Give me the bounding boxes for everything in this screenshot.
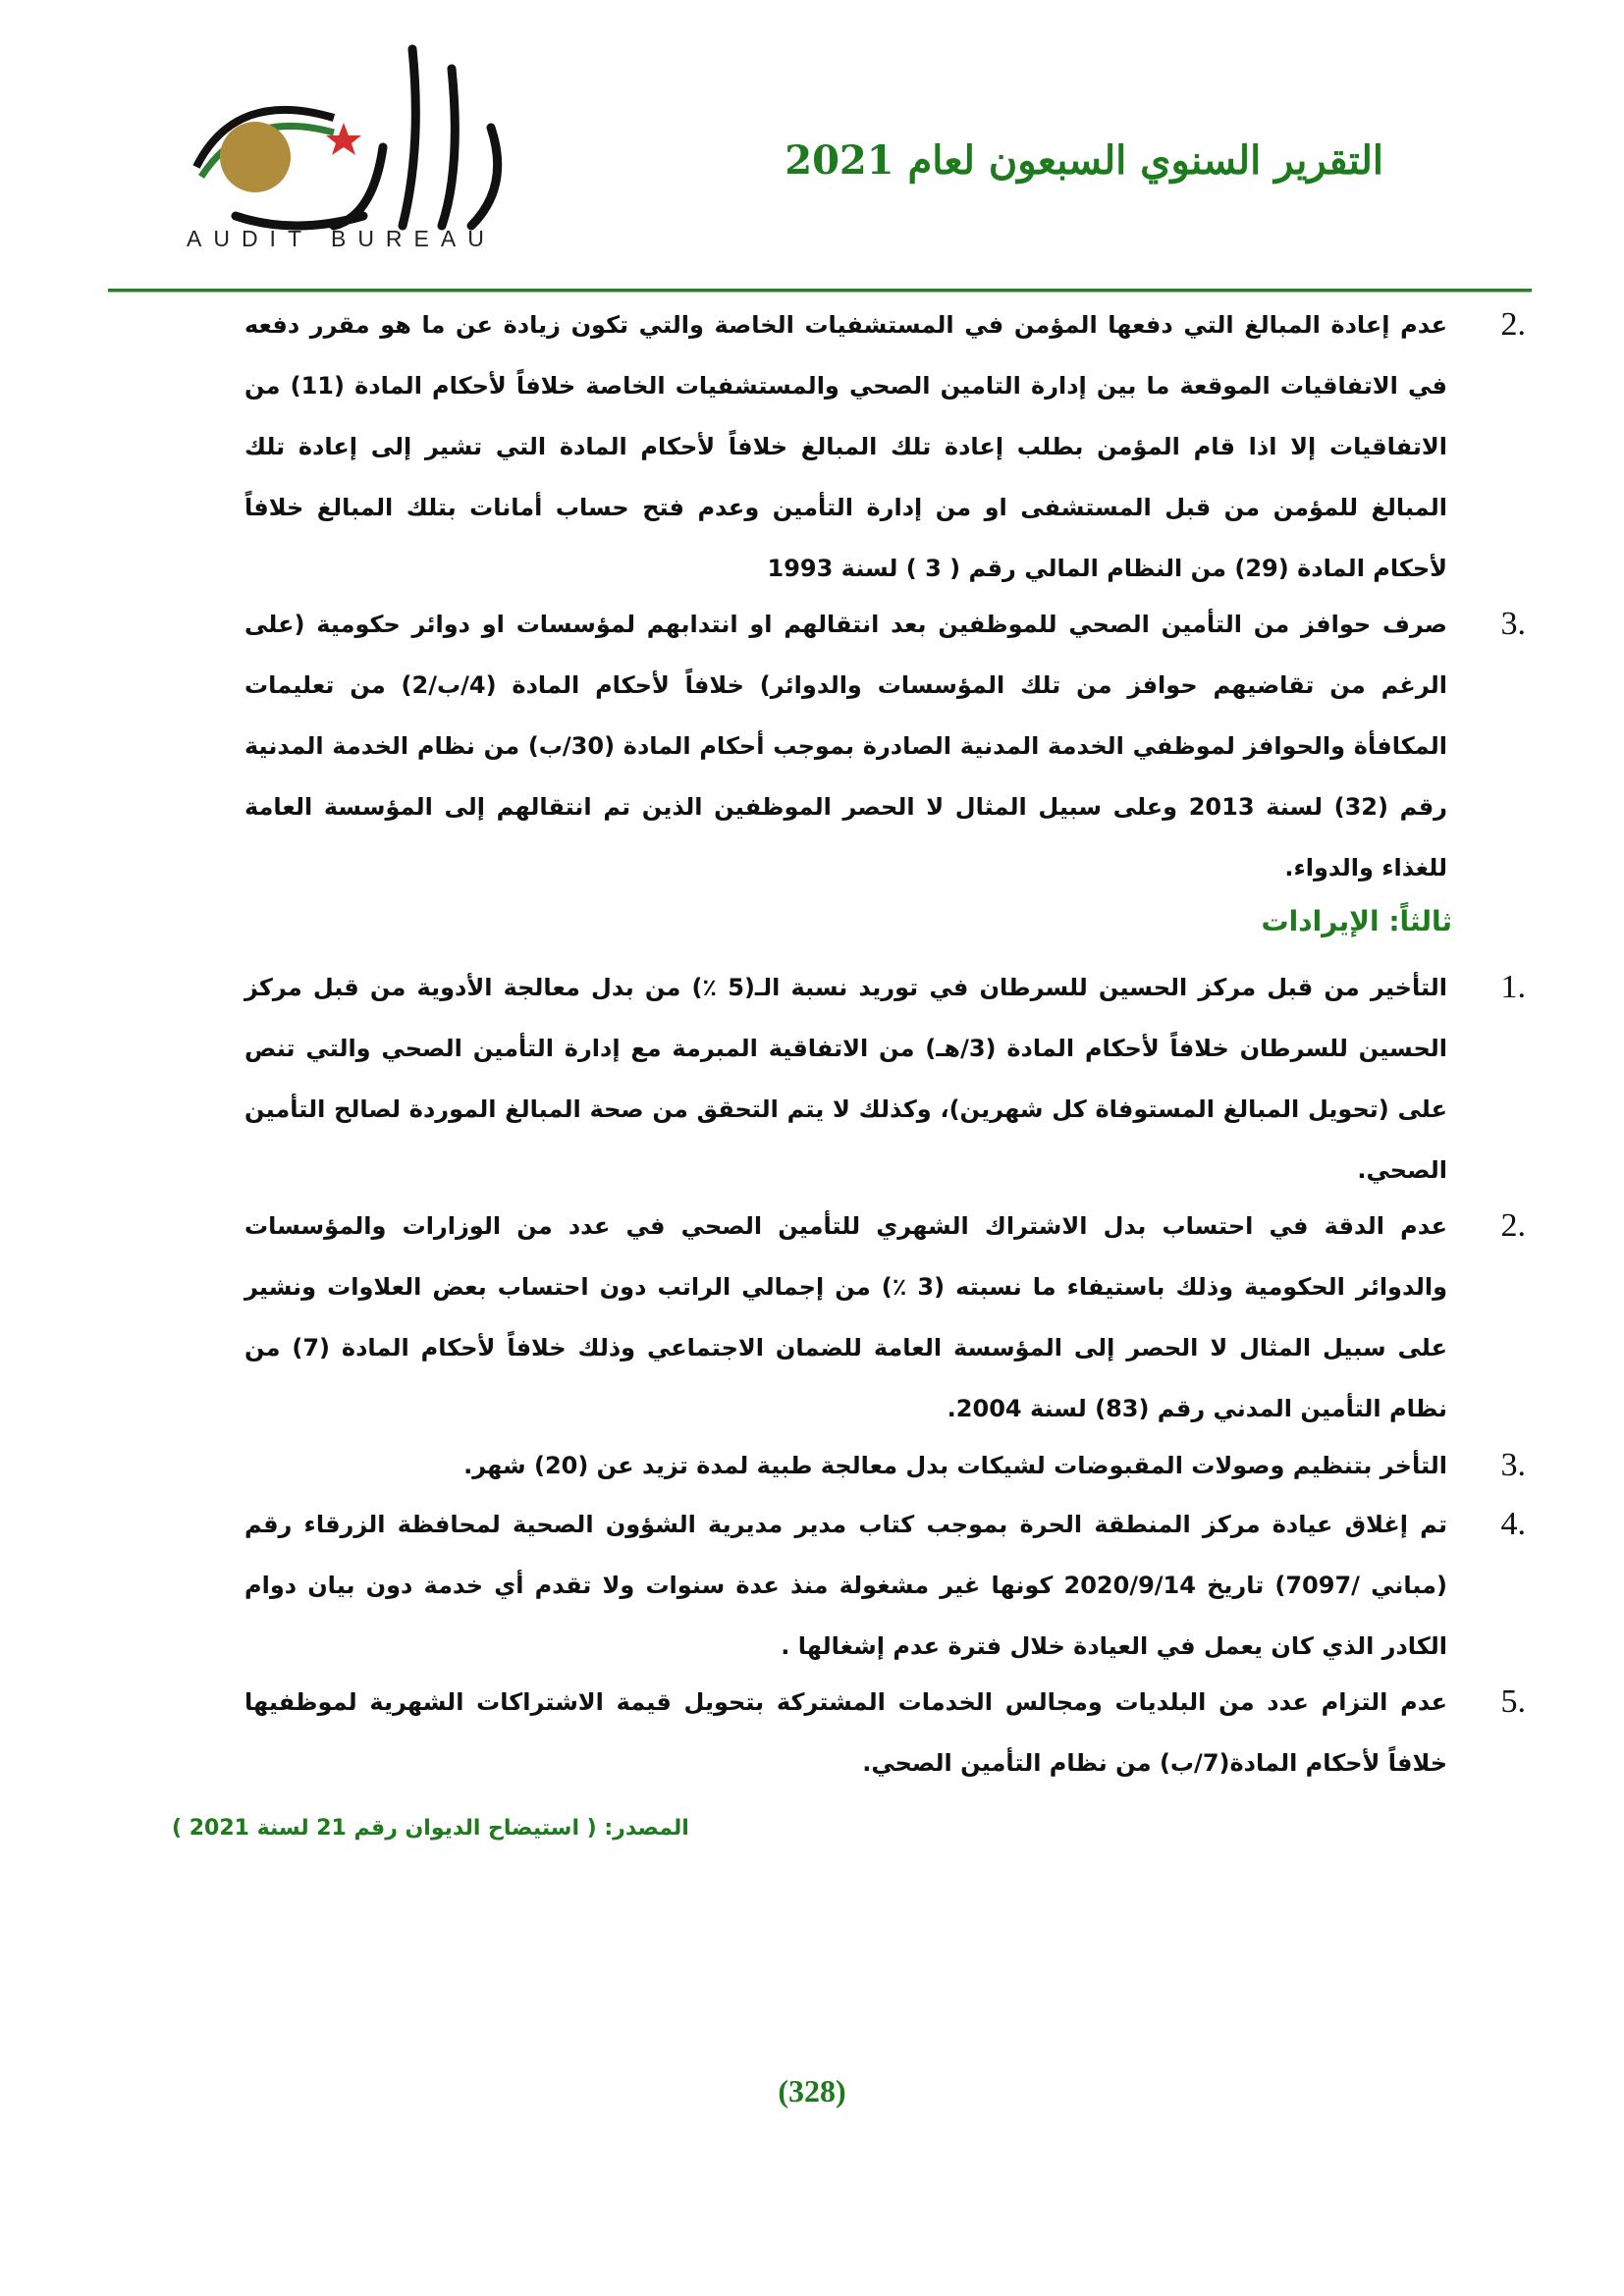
list-item	[244, 594, 1526, 898]
list-item	[244, 1672, 1526, 1793]
header-divider	[108, 289, 1532, 293]
item-text: تم إغلاق عيادة مركز المنطقة الحرة بموجب كتاب مدير مديرية الشؤون الصحية لمحافظة الزرقاء رقم (مباني /7097) تاريخ 2020/9/14 كونها غير مشغولة منذ عدة سنوات ولا تقدم أي خدمة دون بيان دوام الكادر الذي كان يعمل في العيادة خلال فترة عدم إشغالها .	[244, 1511, 1447, 1660]
list-item	[244, 294, 1526, 599]
item-number: .3	[1500, 1447, 1526, 1483]
item-text: التأخر بتنظيم وصولات المقبوضات لشيكات بدل معالجة طبية لمدة تزيد عن (20) شهر.	[463, 1452, 1447, 1479]
section-heading: ثالثاً: الإيرادات	[1261, 905, 1452, 937]
item-number: .4	[1500, 1506, 1526, 1542]
page-number: (328)	[778, 2073, 846, 2109]
item-text: صرف حوافز من التأمين الصحي للموظفين بعد انتقالهم او انتدابهم لمؤسسات او دوائر حكومية (على الرغم من تقاضيهم حوافز من تلك المؤسسات والدوائر) خلافاً لأحكام المادة (4/ب/2) من تعليمات المكافأة والحوافز لموظفي الخدمة المدنية الصادرة بموجب أحكام المادة (30/ب) من نظام الخدمة المدنية رقم (32) لسنة 2013 وعلى سبيل المثال لا الحصر الموظفين الذين تم انتقالهم إلى المؤسسة العامة للغذاء والدواء.	[244, 611, 1447, 881]
logo-text-en: AUDIT BUREAU	[187, 226, 496, 251]
audit-bureau-logo	[177, 29, 560, 255]
list-item	[244, 1435, 1526, 1496]
list-item	[244, 1196, 1526, 1439]
item-number: .5	[1500, 1683, 1526, 1720]
item-number: .2	[1500, 306, 1526, 343]
item-number: .2	[1500, 1207, 1526, 1244]
item-number: .1	[1500, 969, 1526, 1005]
item-text: عدم الدقة في احتساب بدل الاشتراك الشهري للتأمين الصحي في عدد من الوزارات والمؤسسات والدوائر الحكومية وذلك باستيفاء ما نسبته (3 ٪) من إجمالي الراتب دون احتساب بعض العلاوات ونشير على سبيل المثال لا الحصر إلى المؤسسة العامة للضمان الاجتماعي وذلك خلافاً لأحكام المادة (7) من نظام التأمين المدني رقم (83) لسنة 2004.	[244, 1212, 1447, 1422]
item-text: التأخير من قبل مركز الحسين للسرطان في توريد نسبة الـ(5 ٪) من بدل معالجة الأدوية من قبل مركز الحسين للسرطان خلافاً لأحكام المادة (3/هـ) من الاتفاقية المبرمة مع إدارة التأمين الصحي والتي تنص على (تحويل المبالغ المستوفاة كل شهرين)، وكذلك لا يتم التحقق من صحة المبالغ الموردة لصالح التأمين الصحي.	[244, 974, 1447, 1184]
item-text: عدم إعادة المبالغ التي دفعها المؤمن في المستشفيات الخاصة والتي تكون زيادة عن ما هو مقرر دفعه في الاتفاقيات الموقعة ما بين إدارة التامين الصحي والمستشفيات الخاصة خلافاً لأحكام المادة (11) من الاتفاقيات إلا اذا قام المؤمن بطلب إعادة تلك المبالغ خلافاً لأحكام المادة التي تشير إلى إعادة تلك المبالغ للمؤمن من قبل المستشفى او من إدارة التأمين وعدم فتح حساب أمانات بتلك المبالغ خلافاً لأحكام المادة (29) من النظام المالي رقم ( 3 ) لسنة 1993	[244, 311, 1447, 582]
item-text: عدم التزام عدد من البلديات ومجالس الخدمات المشتركة بتحويل قيمة الاشتراكات الشهرية لموظفيها خلافاً لأحكام المادة(7/ب) من نظام التأمين الصحي.	[244, 1688, 1447, 1777]
item-number: .3	[1500, 606, 1526, 642]
report-title: التقرير السنوي السبعون لعام 2021	[785, 137, 1383, 184]
list-item	[244, 957, 1526, 1201]
source-note: المصدر: ( استيضاح الديوان رقم 21 لسنة 2021 )	[172, 1816, 689, 1841]
list-item	[244, 1494, 1526, 1677]
